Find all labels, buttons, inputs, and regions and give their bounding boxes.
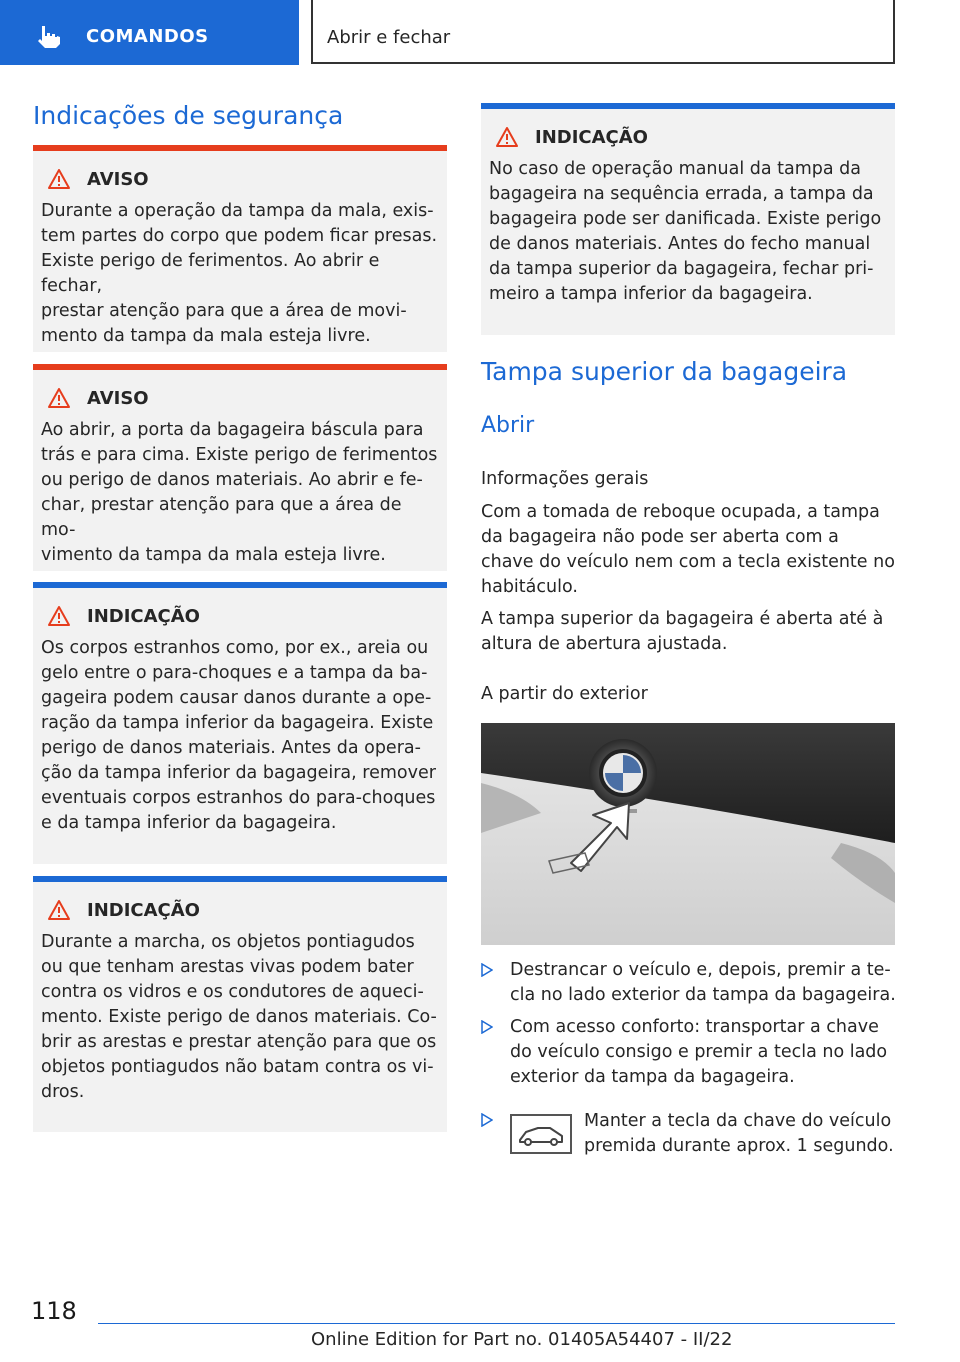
bullet-triangle-icon [481, 963, 493, 977]
hand-pointer-icon [36, 24, 62, 48]
section-header [311, 0, 895, 64]
page-number: 118 [31, 1297, 77, 1325]
exterior-heading: A partir do exterior [481, 684, 648, 704]
bullet-triangle-icon [481, 1020, 493, 1034]
tailgate-photo [481, 723, 895, 945]
note-text: Os corpos estranhos como, por ex., areia ou gelo entre o para-choques e a tampa da ba- gageira podem causar danos durante a ope- ração da tampa inferior da bagageira. Existe perigo de danos materiais. Antes da opera- ção da tampa inferior da bagageira, remover eventuais corpos estranhos do para-choques e da tampa inferior da bagageira. [41, 638, 436, 833]
general-info-heading: Informações gerais [481, 469, 649, 489]
note-heading: INDICAÇÃO [535, 126, 648, 148]
bullet-item-1: Destrancar o veículo e, depois, premir a te- cla no lado exterior da tampa da bagageira. [481, 958, 896, 1008]
warning-text: Durante a operação da tampa da mala, exis- tem partes do corpo que podem ficar presas. Existe perigo de ferimentos. Ao abrir e fechar, prestar atenção para que a área de movi- mento da tampa da mala esteja livre. [41, 201, 438, 346]
footer-edition: Online Edition for Part no. 01405A54407 - II/22 [311, 1329, 733, 1350]
paragraph-2: A tampa superior da bagageira é aberta até à altura de abertura ajustada. [481, 609, 884, 654]
warning-box-1 [33, 145, 447, 352]
bullet-item-3-text: Manter a tecla da chave do veículo premida durante aprox. 1 segundo. [584, 1111, 894, 1156]
warning-triangle-icon [47, 605, 71, 627]
note-heading: INDICAÇÃO [87, 605, 200, 627]
warning-box-2 [33, 364, 447, 571]
warning-text: Ao abrir, a porta da bagageira báscula para trás e para cima. Existe perigo de ferimentos ou perigo de danos materiais. Ao abrir e fe- char, prestar atenção para que a área de mo- vimento da tampa da mala esteja livre. [41, 420, 438, 565]
subsection-heading: Abrir [481, 413, 535, 438]
note-text: No caso de operação manual da tampa da bagageira na sequência errada, a tampa da bagageira pode ser danificada. Existe perigo de danos materiais. Antes do fecho manual da tampa superior da bagageira, fechar pri- meiro a tampa inferior da bagageira. [489, 159, 882, 304]
note-box-1 [33, 582, 447, 864]
section-header-label: Abrir e fechar [327, 27, 451, 48]
warning-triangle-icon [47, 387, 71, 409]
note-text: Durante a marcha, os objetos pontiagudos ou que tenham arestas vivas podem bater contra os vidros e os condutores de aqueci- mento. Existe perigo de danos materiais. Co- brir as arestas e prestar atenção para que os objetos pontiagudos não batam contra os vi- dros. [41, 932, 437, 1102]
chapter-label: COMANDOS [86, 26, 209, 47]
section-heading: Tampa superior da bagageira [481, 357, 848, 386]
warning-triangle-icon [495, 126, 519, 148]
chapter-tab [0, 0, 299, 65]
warning-heading: AVISO [87, 168, 149, 190]
bullet-triangle-icon [481, 1113, 493, 1127]
paragraph-1: Com a tomada de reboque ocupada, a tampa da bagageira não pode ser aberta com a chave do veículo nem com a tecla existente no habitáculo. [481, 502, 895, 597]
warning-triangle-icon [47, 899, 71, 921]
left-section-title: Indicações de segurança [33, 101, 344, 130]
warning-heading: AVISO [87, 387, 149, 409]
tailgate-key-button-icon [510, 1114, 572, 1154]
warning-triangle-icon [47, 168, 71, 190]
bullet-item-2: Com acesso conforto: transportar a chave do veículo consigo e premir a tecla no lado exterior da tampa da bagageira. [481, 1015, 896, 1090]
note-box-2 [33, 876, 447, 1132]
note-box-3 [481, 103, 895, 335]
note-heading: INDICAÇÃO [87, 899, 200, 921]
footer-rule [98, 1323, 895, 1324]
